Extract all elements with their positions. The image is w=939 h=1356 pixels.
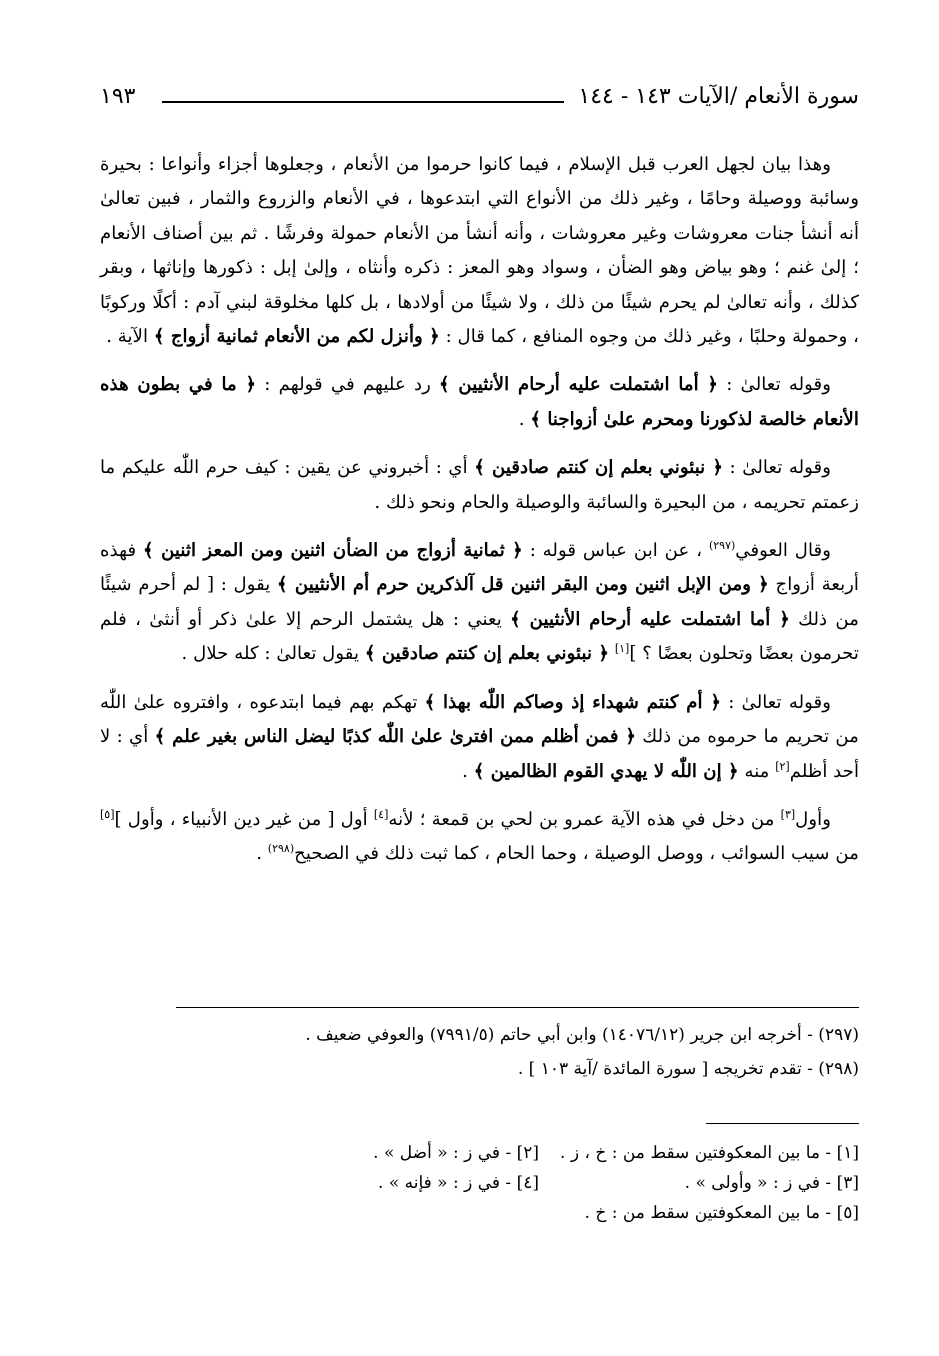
variant-notes-row: [100, 1168, 859, 1198]
paragraph-gap: [100, 437, 859, 451]
note-reference: [٥]: [100, 807, 115, 821]
running-title: سورة الأنعام /الآيات ١٤٣ - ١٤٤: [578, 84, 859, 109]
paragraph-gap: [100, 789, 859, 803]
page-header: [100, 84, 859, 120]
quran-quote: ﴿ فمن أظلم ممن افترىٰ علىٰ اللّٰه كذبًا ليضل الناس بغير علم ﴾: [154, 726, 637, 748]
paragraph: [100, 148, 859, 354]
text-run: فهذه أربعة أزواج: [100, 540, 859, 596]
text-run: يعني : هل يشتمل الرحم إلا علىٰ ذكر أو أنثىٰ ، فلم تحرمون بعضًا وتحلون بعضًا ؟ ]: [100, 608, 859, 665]
note-reference: [٤]: [373, 807, 389, 821]
quran-quote: ﴿ ومن الإبل اثنين ومن البقر اثنين قل آلذكرين حرم أم الأنثيين ﴾: [277, 574, 769, 596]
text-run: منه: [738, 760, 776, 782]
variant-notes-row: [100, 1138, 859, 1168]
note-reference: [٣]: [780, 807, 796, 821]
text-run: وأول: [795, 808, 831, 830]
paragraph: [100, 803, 859, 872]
variant-notes: [100, 1138, 859, 1228]
paragraph: [100, 451, 859, 520]
note-reference: (٢٩٨): [267, 842, 295, 856]
variant-notes-separator: [706, 1123, 859, 1124]
text-run: رد عليهم في قولهم :: [256, 374, 440, 396]
text-run: يقول تعالىٰ : كله حلال .: [181, 643, 365, 665]
text-run: أول [ من غير دين الأنبياء ، وأول ]: [114, 808, 374, 830]
paragraph-gap: [100, 520, 859, 534]
text-run: وهذا بيان لجهل العرب قبل الإسلام ، فيما كانوا حرموا من الأنعام ، وجعلوها أجزاء وأنواعا : بحيرة وسائبة ووصيلة وحامًا ، وغير ذلك من الأنواع التي ابتدعوها ، في الأنعام والزروع والثمار ، فبين تعالىٰ أنه أنشأ جنات معروشات وغير معروشات ، وأنه أنشأ من الأنعام حمولة وفرشًا . ثم بين أصناف الأنعام ؛ إلىٰ غنم ؛ وهو بياض وهو الضأن ، وسواد وهو المعز : ذكره وأنثاه ، وإلىٰ إبل : ذكورها وإناثها ، وبقر كذلك ، وأنه تعالىٰ لم يحرم شيئًا من ذلك ، ولا شيئًا من أولادها ، بل كلها مخلوقة لبني آدم : أكلًا وركوبًا ، وحمولة وحلبًا ، وغير ذلك من وجوه المنافع ، كما قال :: [100, 154, 859, 348]
text-run: تهكم بهم فيما ابتدعوه ، وافتروه علىٰ اللّٰه من تحريم ما حرموه من ذلك: [100, 691, 860, 748]
page-number: ١٩٣: [100, 84, 136, 109]
text-run: أي : لا أحد أظلم: [100, 726, 859, 782]
quran-quote: ﴿ نبئوني بعلم إن كنتم صادقين ﴾: [474, 457, 723, 479]
quran-quote: ﴿ ثمانية أزواج من الضأن اثنين ومن المعز اثنين ﴾: [143, 540, 523, 562]
quran-quote: ﴿ أم كنتم شهداء إذ وصاكم اللّٰه بهذا ﴾: [424, 691, 721, 713]
quran-quote: ﴿ إن اللّٰه لا يهدي القوم الظالمين ﴾: [473, 760, 739, 782]
quran-quote: ﴿ وأنزل لكم من الأنعام ثمانية أزواج ﴾: [153, 326, 440, 348]
text-run: وقوله تعالىٰ :: [720, 691, 831, 713]
text-run: أي : أخبروني عن يقين : كيف حرم اللّٰه عليكم ما زعمتم تحريمه ، من البحيرة والسائبة والوصيلة والحام ونحو ذلك .: [100, 457, 859, 513]
paragraph: [100, 534, 859, 672]
text-run: الآية .: [106, 326, 154, 348]
paragraph: [100, 368, 859, 437]
variant-note: [٢] - في ز : « أضل » .: [373, 1143, 539, 1163]
text-run: من دخل في هذه الآية عمرو بن لحي بن قمعة ؛ لأنه: [388, 808, 781, 830]
footnote: (٢٩٨) - تقدم تخريجه [ سورة المائدة /آية ١٠٣ ] .: [517, 1059, 859, 1079]
paragraph-gap: [100, 672, 859, 686]
quran-quote: ﴿ ما في بطون هذه الأنعام خالصة لذكورنا ومحرم علىٰ أزواجنا ﴾: [100, 374, 859, 430]
text-run: يقول : [ لم أحرم شيئًا من ذلك: [100, 574, 860, 630]
text-run: من سيب السوائب ، ووصل الوصيلة ، وحما الحام ، كما ثبت ذلك في الصحيح: [294, 843, 859, 865]
variant-note: [٤] - في ز : « فإنه » .: [378, 1173, 539, 1193]
text-run: وقوله تعالىٰ :: [718, 374, 831, 396]
text-run: ، عن ابن عباس قوله :: [522, 540, 709, 562]
text-run: وقال العوفي: [735, 540, 832, 562]
footnote: (٢٩٧) - أخرجه ابن جرير (١٤٠٧٦/١٢) وابن أبي حاتم (٧٩٩١/٥) والعوفي ضعيف .: [305, 1025, 859, 1045]
footnotes: [100, 1018, 859, 1086]
text-run: .: [462, 760, 474, 782]
note-reference: [١]: [614, 642, 630, 656]
text-run: .: [518, 408, 531, 430]
quran-quote: ﴿ أما اشتملت عليه أرحام الأنثيين ﴾: [510, 608, 790, 630]
text-run: وقوله تعالىٰ :: [723, 457, 831, 479]
paragraph: [100, 686, 859, 789]
variant-note: [١] - ما بين المعكوفتين سقط من : خ ، ز .: [560, 1143, 859, 1163]
note-reference: (٢٩٧): [708, 539, 736, 552]
note-reference: [٢]: [775, 759, 790, 773]
footnote-separator: [176, 1007, 859, 1008]
body-text: [100, 148, 859, 872]
paragraph-gap: [100, 354, 859, 368]
variant-notes-row: [100, 1198, 859, 1228]
variant-note: [٥] - ما بين المعكوفتين سقط من : خ .: [584, 1203, 859, 1223]
quran-quote: ﴿ نبئوني بعلم إن كنتم صادقين ﴾: [364, 643, 610, 665]
quran-quote: ﴿ أما اشتملت عليه أرحام الأنثيين ﴾: [439, 374, 719, 396]
variant-note: [٣] - في ز : « وأولى » .: [684, 1173, 859, 1193]
header-rule: [162, 101, 564, 103]
text-run: .: [256, 843, 268, 865]
